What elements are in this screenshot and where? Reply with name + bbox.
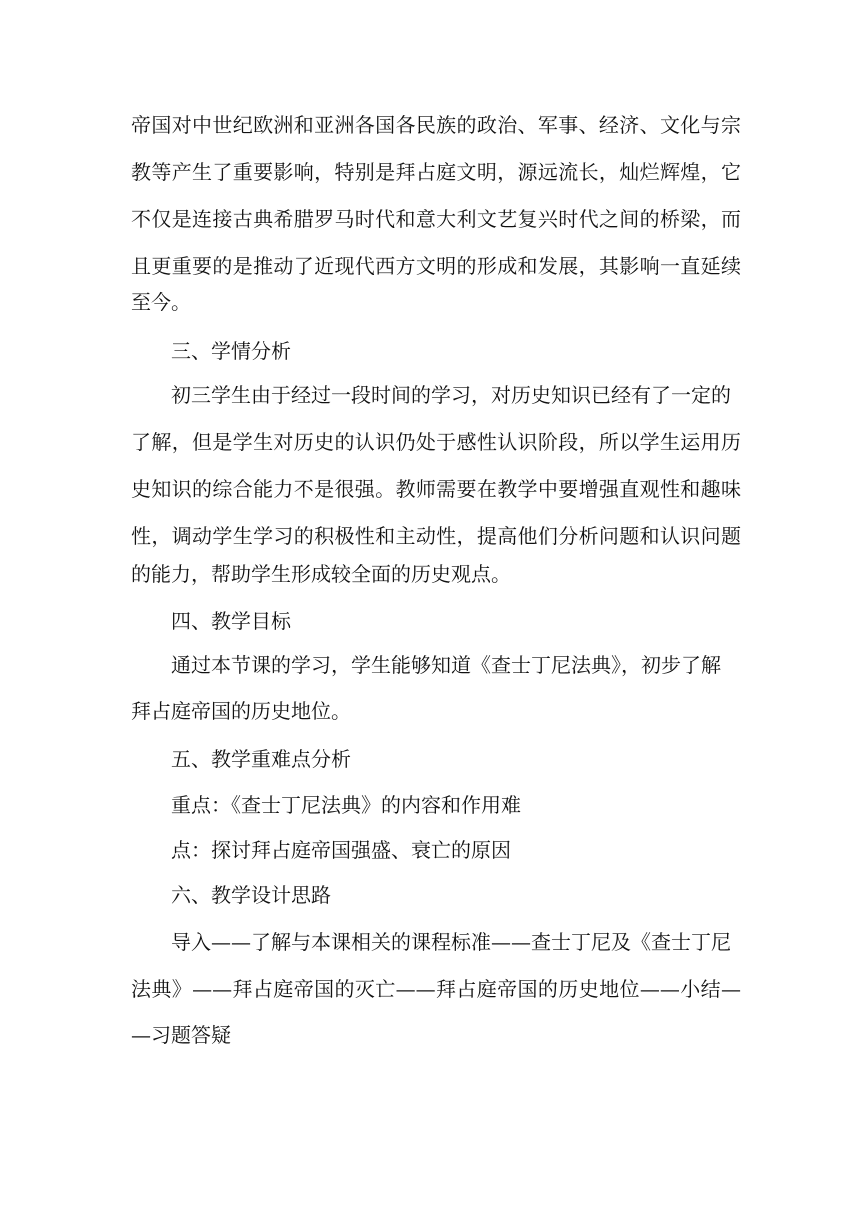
paragraph-line: 初三学生由于经过一段时间的学习，对历史知识已经有了一定的 [171,383,731,407]
paragraph-line: 帝国对中世纪欧洲和亚洲各国各民族的政治、军事、经济、文化与宗 [131,113,741,137]
focus-line: 重点：《查士丁尼法典》的内容和作用难 [171,793,521,817]
section-heading: 三、学情分析 [171,339,291,363]
section-heading: 六、教学设计思路 [171,883,331,907]
paragraph-line: 的能力，帮助学生形成较全面的历史观点。 [131,562,511,586]
section-heading: 四、教学目标 [171,609,291,633]
section-heading: 五、教学重难点分析 [171,747,351,771]
paragraph-line: 且更重要的是推动了近现代西方文明的形成和发展，其影响一直延续 [131,254,741,278]
paragraph-line: 法典》——拜占庭帝国的灭亡——拜占庭帝国的历史地位——小结— [131,977,741,1001]
paragraph-line: 至今。 [131,290,191,314]
paragraph-line: —习题答疑 [131,1023,231,1047]
paragraph-line: 导入——了解与本课相关的课程标准——查士丁尼及《查士丁尼 [171,930,731,954]
paragraph-line: 不仅是连接古典希腊罗马时代和意大利文艺复兴时代之间的桥梁，而 [131,207,741,231]
paragraph-line: 了解，但是学生对历史的认识仍处于感性认识阶段，所以学生运用历 [131,430,741,454]
paragraph-line: 教等产生了重要影响，特别是拜占庭文明，源远流长，灿烂辉煌，它 [131,160,741,184]
paragraph-line: 通过本节课的学习，学生能够知道《查士丁尼法典》，初步了解 [171,653,721,677]
paragraph-line: 拜占庭帝国的历史地位。 [131,699,351,723]
difficulty-line: 点：探讨拜占庭帝国强盛、衰亡的原因 [171,838,511,862]
paragraph-line: 史知识的综合能力不是很强。教师需要在教学中要增强直观性和趣味 [131,477,741,501]
paragraph-line: 性，调动学生学习的积极性和主动性，提高他们分析问题和认识问题 [131,524,741,548]
